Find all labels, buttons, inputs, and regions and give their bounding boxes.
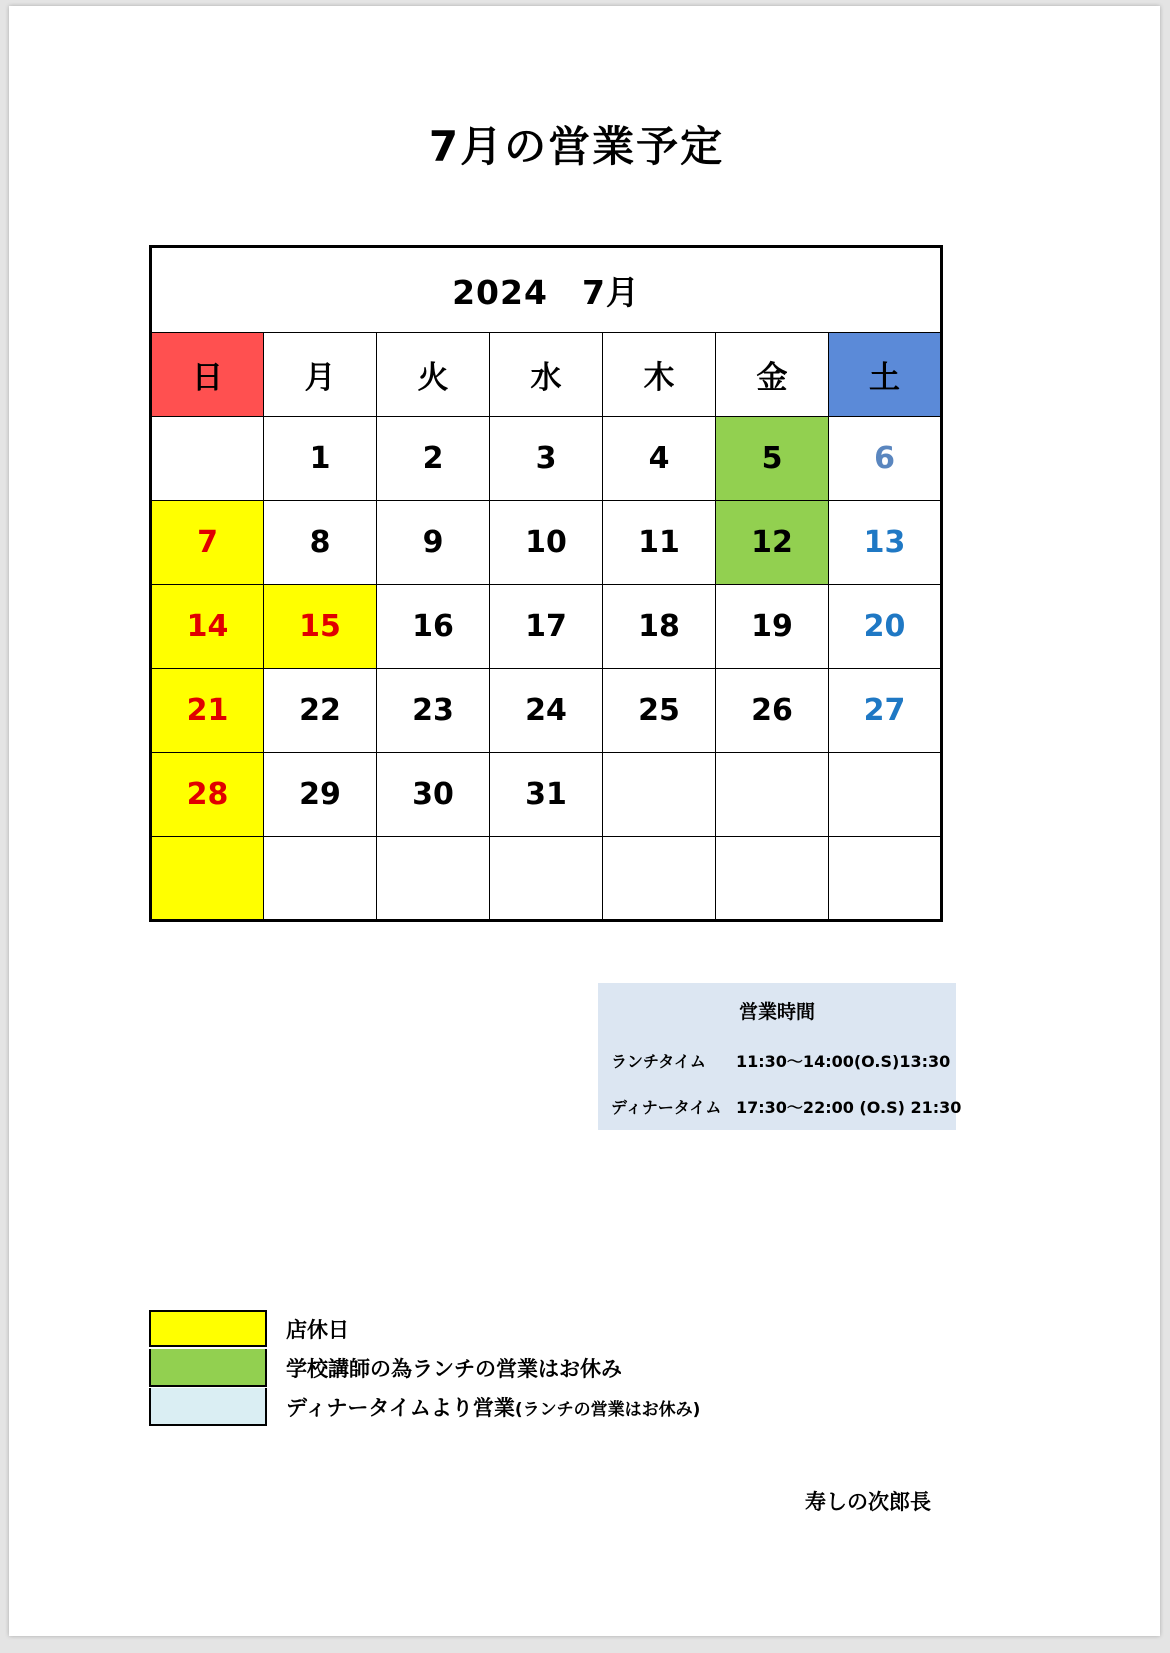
calendar-day-cell (716, 753, 829, 837)
dinner-time: 17:30〜22:00 (O.S) 21:30 (736, 1098, 962, 1117)
calendar-day-cell: 13 (829, 501, 942, 585)
legend-label-no-lunch: 学校講師の為ランチの営業はお休み (286, 1357, 622, 1381)
calendar-day-cell: 16 (377, 585, 490, 669)
calendar-day-cell: 12 (716, 501, 829, 585)
calendar-day-cell: 25 (603, 669, 716, 753)
calendar-day-cell: 19 (716, 585, 829, 669)
business-hours-title: 営業時間 (738, 1001, 815, 1023)
legend-label-dinner-only (286, 1392, 700, 1422)
calendar-day-cell: 7 (151, 501, 264, 585)
weekday-thu: 木 (603, 333, 716, 417)
calendar-day-cell: 11 (603, 501, 716, 585)
calendar-day-cell: 10 (490, 501, 603, 585)
legend-dinner-only-note: (ランチの営業はお休み) (514, 1400, 701, 1420)
legend-swatch-closed (149, 1310, 267, 1347)
calendar-day-cell: 27 (829, 669, 942, 753)
calendar-day-cell: 23 (377, 669, 490, 753)
calendar-week-row (151, 837, 942, 921)
weekday-sun: 日 (151, 333, 264, 417)
calendar-day-cell: 9 (377, 501, 490, 585)
legend-swatch-dinner-only (149, 1388, 267, 1426)
calendar-day-cell (829, 753, 942, 837)
calendar-day-cell (490, 837, 603, 921)
calendar-day-cell: 24 (490, 669, 603, 753)
calendar-day-cell (151, 837, 264, 921)
weekday-tue: 火 (377, 333, 490, 417)
lunch-label: ランチタイム (611, 1052, 706, 1071)
calendar-day-cell: 20 (829, 585, 942, 669)
page-title: 7月の営業予定 (428, 122, 725, 171)
calendar-day-cell (829, 837, 942, 921)
calendar-month-header: 2024 7月 (151, 247, 942, 333)
calendar (149, 245, 943, 922)
calendar-week-row (151, 669, 942, 753)
calendar-day-cell: 26 (716, 669, 829, 753)
weekday-fri: 金 (716, 333, 829, 417)
calendar-day-cell: 28 (151, 753, 264, 837)
calendar-day-cell: 5 (716, 417, 829, 501)
calendar-day-cell: 21 (151, 669, 264, 753)
calendar-day-cell (716, 837, 829, 921)
calendar-day-cell: 6 (829, 417, 942, 501)
calendar-day-cell: 2 (377, 417, 490, 501)
calendar-day-cell (603, 837, 716, 921)
legend-swatch-no-lunch (149, 1349, 267, 1387)
business-hours-box (598, 983, 962, 1130)
calendar-day-cell: 18 (603, 585, 716, 669)
calendar-day-cell: 8 (264, 501, 377, 585)
legend-dinner-only-text: ディナータイムより営業 (286, 1396, 515, 1420)
calendar-week-row (151, 501, 942, 585)
lunch-hours-row (611, 1049, 950, 1072)
calendar-day-cell: 14 (151, 585, 264, 669)
weekday-mon: 月 (264, 333, 377, 417)
calendar-day-cell (377, 837, 490, 921)
calendar-day-cell: 4 (603, 417, 716, 501)
lunch-time: 11:30〜14:00(O.S)13:30 (736, 1052, 951, 1071)
weekday-wed: 水 (490, 333, 603, 417)
calendar-day-cell: 22 (264, 669, 377, 753)
calendar-day-cell: 17 (490, 585, 603, 669)
calendar-week-row (151, 753, 942, 837)
schedule-page (9, 6, 1160, 1636)
weekday-row (151, 333, 942, 417)
calendar-day-cell: 29 (264, 753, 377, 837)
calendar-week-row (151, 417, 942, 501)
calendar-day-cell (264, 837, 377, 921)
calendar-week-row (151, 585, 942, 669)
calendar-day-cell: 30 (377, 753, 490, 837)
legend-label-closed: 店休日 (286, 1318, 349, 1342)
calendar-day-cell: 3 (490, 417, 603, 501)
calendar-day-cell (603, 753, 716, 837)
calendar-day-cell: 1 (264, 417, 377, 501)
dinner-hours-row (611, 1095, 961, 1118)
weekday-sat: 土 (829, 333, 942, 417)
shop-signature: 寿しの次郎長 (805, 1490, 931, 1514)
dinner-label: ディナータイム (611, 1098, 722, 1117)
calendar-day-cell (151, 417, 264, 501)
calendar-day-cell: 31 (490, 753, 603, 837)
calendar-day-cell: 15 (264, 585, 377, 669)
